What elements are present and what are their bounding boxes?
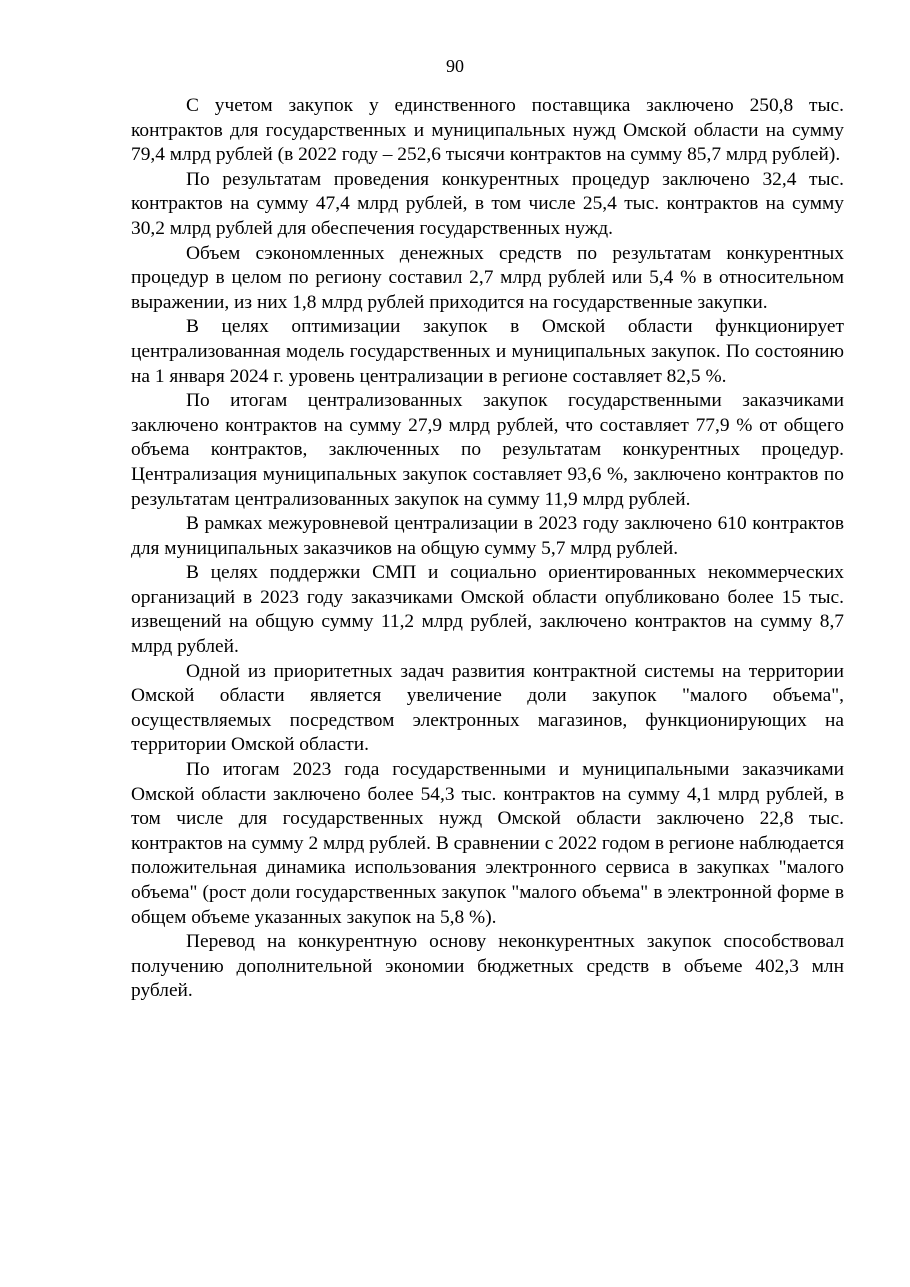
paragraph-savings: Объем сэкономленных денежных средств по результатам конкурентных процедур в целом по региону составил 2,7 млрд рублей или 5,4 % в относительном выражении, из них 1,8 млрд рублей приходится на государственные закупки. — [131, 242, 844, 313]
document-body — [131, 94, 844, 1004]
paragraph-competitive-procedures: По результатам проведения конкурентных процедур заключено 32,4 тыс. контрактов на сумму 47,4 млрд рублей, в том числе 25,4 тыс. контрактов на сумму 30,2 млрд рублей для обеспечения государственных нужд. — [131, 168, 844, 239]
paragraph-single-supplier-contracts: С учетом закупок у единственного поставщика заключено 250,8 тыс. контрактов для государственных и муниципальных нужд Омской области на сумму 79,4 млрд рублей (в 2022 году – 252,6 тысячи контрактов на сумму 85,7 млрд рублей). — [131, 95, 844, 166]
paragraph-additional-savings: Перевод на конкурентную основу неконкурентных закупок способствовал получению дополнительной экономии бюджетных средств в объеме 402,3 млн рублей. — [131, 931, 844, 1002]
paragraph-centralized-procurement-results: По итогам централизованных закупок государственными заказчиками заключено контрактов на сумму 27,9 млрд рублей, что составляет 77,9 % от общего объема контрактов, заключенных по результатам конкурентных процедур. Централизация муниципальных закупок составляет 93,6 %, заключено контрактов по результатам централизованных закупок на сумму 11,9 млрд рублей. — [131, 390, 844, 510]
paragraph-centralization-model: В целях оптимизации закупок в Омской области функционирует централизованная модель государственных и муниципальных закупок. По состоянию на 1 января 2024 г. уровень централизации в регионе составляет 82,5 %. — [131, 316, 844, 387]
page-number: 90 — [446, 56, 464, 76]
paragraph-multilevel-centralization: В рамках межуровневой централизации в 2023 году заключено 610 контрактов для муниципальных заказчиков на общую сумму 5,7 млрд рублей. — [131, 513, 844, 559]
paragraph-small-volume-results: По итогам 2023 года государственными и муниципальными заказчиками Омской области заключено более 54,3 тыс. контрактов на сумму 4,1 млрд рублей, в том числе для государственных нужд Омской области заключено 22,8 тыс. контрактов на сумму 2 млрд рублей. В сравнении с 2022 годом в регионе наблюдается положительная динамика использования электронного сервиса в закупках "малого объема" (рост доли государственных закупок "малого объема" в электронной форме в общем объеме указанных закупок на 5,8 %). — [131, 759, 844, 928]
paragraph-smp-support: В целях поддержки СМП и социально ориентированных некоммерческих организаций в 2023 году заказчиками Омской области опубликовано более 15 тыс. извещений на общую сумму 11,2 млрд рублей, заключено контрактов на сумму 8,7 млрд рублей. — [131, 562, 844, 658]
paragraph-small-volume-priority: Одной из приоритетных задач развития контрактной системы на территории Омской области является увеличение доли закупок "малого объема", осуществляемых посредством электронных магазинов, функционирующих на территории Омской области. — [131, 660, 844, 756]
